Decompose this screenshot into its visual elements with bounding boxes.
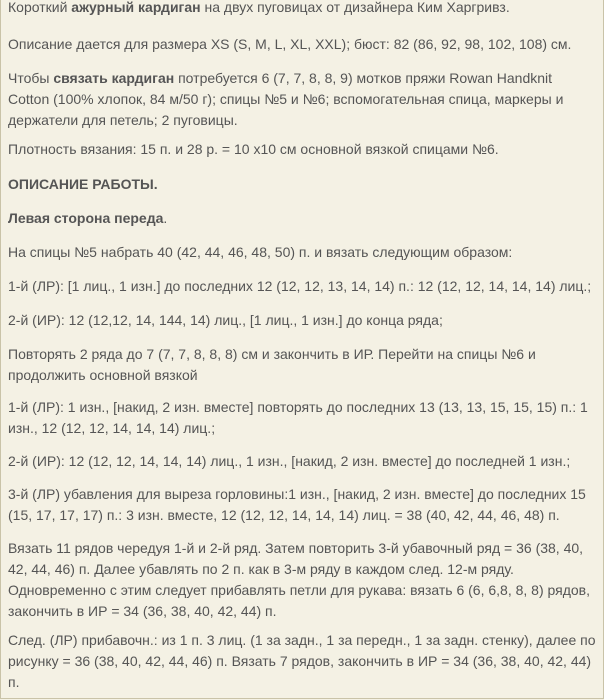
row-2-paragraph: 2-й (ИР): 12 (12,12, 14, 144, 14) лиц., [1 лиц., 1 изн.] до конца ряда; [8, 312, 443, 328]
section-heading: ОПИСАНИЕ РАБОТЫ. [8, 176, 158, 192]
size-paragraph: Описание дается для размера XS (S, M, L, XL, XXL); бюст: 82 (86, 92, 98, 102, 108) см. [8, 36, 572, 52]
intro-paragraph [8, 0, 510, 18]
repeat-paragraph: Повторять 2 ряда до 7 (7, 7, 8, 8, 8) см и закончить в ИР. Перейти на спицы №6 и продолжить основной вязкой [8, 346, 536, 383]
continue-paragraph: Вязать 11 рядов чередуя 1-й и 2-й ряд. Затем повторить 3-й убавочный ряд = 36 (38, 40, 42, 44, 46) п. Далее убавлять по 2 п. как в 3-м ряду в каждом след. 12-м ряду. Одновременно с этим следует прибавлять петли для рукава: вязать 6 (6, 6,8, 8, 8) рядов, закончить в ИР = 34 (36, 38, 40, 42, 44) п. [8, 540, 590, 619]
increase-paragraph: След. (ЛР) прибавочн.: из 1 п. 3 лиц. (1 за задн., 1 за передн., 1 за задн. стенку), далее по рисунку = 36 (38, 40, 42, 44, 46) п. Вязать 7 рядов, закончить в ИР = 34 (36, 38, 40, 42, 44) п. [8, 632, 596, 690]
cast-on-paragraph: На спицы №5 набрать 40 (42, 44, 46, 48, 50) п. и вязать следующим образом: [8, 244, 513, 260]
materials-prefix: Чтобы [8, 70, 54, 86]
materials-paragraph [8, 68, 596, 131]
intro-suffix: на двух пуговицах от дизайнера Ким Харгривз. [200, 0, 510, 15]
row-1-paragraph: 1-й (ЛР): [1 лиц., 1 изн.] до последних 12 (12, 12, 13, 14, 14) п.: 12 (12, 12, 14, 14, 14) лиц.; [8, 278, 592, 294]
intro-keyword: ажурный кардиган [71, 0, 201, 15]
gauge-paragraph: Плотность вязания: 15 п. и 28 р. = 10 х10 см основной вязкой спицами №6. [8, 141, 499, 157]
materials-keyword: связать кардиган [53, 70, 175, 86]
subsection-heading [8, 208, 167, 229]
subsection-suffix: . [163, 210, 168, 226]
main-row-2-paragraph: 2-й (ИР): 12 (12, 12, 14, 14, 14) лиц., 1 изн., [накид, 2 изн. вместе] до последней 1 изн.; [8, 453, 571, 469]
main-row-1-paragraph: 1-й (ЛР): 1 изн., [накид, 2 изн. вместе] повторять до последних 13 (13, 13, 15, 15, 15) п.: 1 изн., 12 (12, 12, 14, 14, 14) лиц.; [8, 399, 588, 436]
subsection-title: Левая сторона переда [8, 210, 164, 226]
materials-suffix: потребуется 6 (7, 7, 8, 8, 9) мотков пряжи Rowan Handknit Cotton (100% хлопок, 84 м/50 г); спицы №5 и №6; вспомогательная спица, маркеры и держатели для петель; 2 пуговицы. [8, 70, 564, 128]
main-row-3-paragraph: 3-й (ЛР) убавления для выреза горловины:1 изн., [накид, 2 изн. вместе] до последних 15 (15, 17, 17, 17) п.: 3 изн. вместе, 12 (12, 12, 14, 14, 14) лиц. = 38 (40, 42, 44, 46, 48) п. [8, 486, 586, 523]
intro-prefix: Короткий [8, 0, 72, 15]
